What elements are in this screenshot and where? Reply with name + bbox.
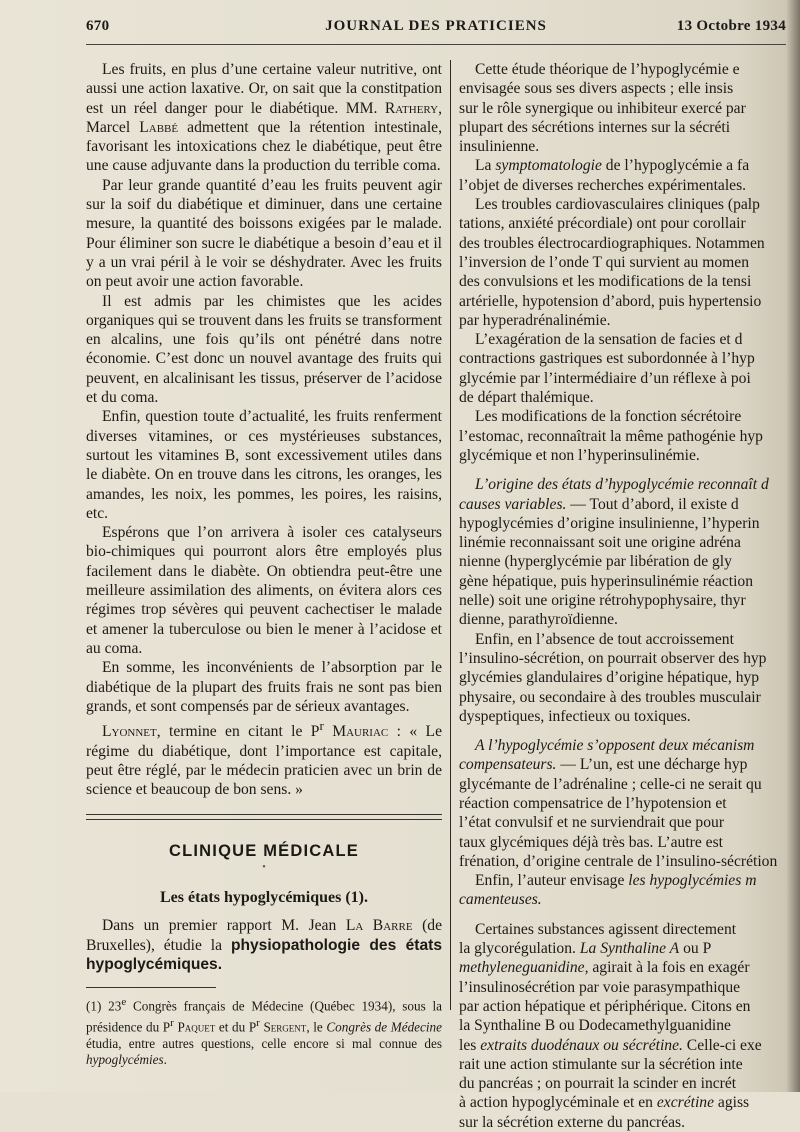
footnote: (1) 23e Congrès français de Médecine (Québec 1934), sous la présidence du $P^r$ Paquet et du $P^r$ Sergent, le Congrès de Médecine étudia, entre autres questions, celle encore si mal connue des hypoglycémies. xyxy=(86,996,443,1067)
footnote-rule xyxy=(86,987,216,988)
right-column-line: à action hypoglycéminale et en excrétine agiss xyxy=(459,1094,750,1112)
page-number: 670 xyxy=(86,18,110,34)
paragraph-gap xyxy=(459,726,789,736)
right-column-line: glycémie par l’intermédiaire d’un réflexe à poi xyxy=(459,369,751,387)
right-column-line: Les modifications de la fonction sécrétoire xyxy=(475,408,742,426)
right-column-line: des troubles électrocardiographiques. Notammen xyxy=(459,234,765,252)
right-column-line: l’objet de diverses recherches expérimentales. xyxy=(459,176,747,194)
right-column-line: l’inversion de l’onde T qui survient au momen xyxy=(459,253,750,271)
right-column-line: contractions gastriques est subordonnée à l’hyp xyxy=(459,350,755,368)
section-double-rule xyxy=(86,814,442,820)
right-column-line: l’insulinosécrétion par voie parasympathique xyxy=(459,978,741,996)
article-title: Les états hypoglycémiques (1). xyxy=(160,889,368,907)
right-column-line: de départ thalémique. xyxy=(459,389,594,407)
paragraph-catalysts: Espérons que l’on arrivera à isoler ces catalyseurs bio-chimiques qui pourront alors être employés plus facilement dans le diabète. On obtiendra peut-être une meilleure assimilation des aliments, on évitera alors ces régimes trop sévères qui peuvent cachectiser le malade et amener la tuberculose ou bien le mener à l’acidose et au coma. xyxy=(86,524,442,657)
right-column-line: Cette étude théorique de l’hypoglycémie e xyxy=(475,61,740,78)
right-column-line: par action hépatique et périphérique. Citons en xyxy=(459,997,751,1015)
right-column-line: causes variables. — Tout d’abord, il existe d xyxy=(459,495,739,513)
issue-date: 13 Octobre 1934 xyxy=(676,18,786,34)
right-column-line: tations, anxiété précordiale) ont pour corollair xyxy=(459,215,746,233)
right-column-line: compensateurs. — L’un, est une décharge hyp xyxy=(459,756,748,774)
journal-title: JOURNAL DES PRATICIENS xyxy=(325,18,547,34)
right-column-line: insulinienne. xyxy=(459,138,540,156)
right-column-line: Certaines substances agissent directement xyxy=(475,920,737,938)
right-column-line: L’origine des états d’hypoglycémie reconnaît d xyxy=(475,476,769,494)
right-column-line: frénation, d’origine centrale de l’insulino-sécrétion xyxy=(459,852,778,870)
right-column-line: methyleneguanidine, agirait à la fois en exagér xyxy=(459,959,750,977)
right-column-line: artérielle, hypotension d’abord, puis hypertensio xyxy=(459,292,762,310)
right-column xyxy=(459,60,789,1132)
right-column-line: glycémante de l’adrénaline ; celle-ci ne serait qu xyxy=(459,775,762,793)
right-column-line: plupart des sécrétions internes sur la sécréti xyxy=(459,118,731,136)
right-column-line: glycémies glandulaires d’origine hépatique, hyp xyxy=(459,669,760,687)
right-column-line: nienne (hyperglycémie par libération de gly xyxy=(459,553,732,571)
right-column-line: taux glycémiques déjà très bas. L’autre est xyxy=(459,833,723,851)
left-column xyxy=(86,60,442,1068)
paragraph-gap xyxy=(459,910,789,920)
right-column-line: Enfin, l’auteur envisage les hypoglycémies m xyxy=(475,872,757,890)
right-column-line: L’exagération de la sensation de facies et d xyxy=(475,331,743,349)
paragraph-summary: En somme, les inconvénients de l’absorption par le diabétique de la plupart des fruits frais ne sont pas bien grands, et sont compensés par de sérieux avantages. xyxy=(86,659,442,715)
right-column-line: l’estomac, reconnaîtrait la même pathogénie hyp xyxy=(459,427,763,445)
right-column-line: par hyperadrénalinémie. xyxy=(459,311,611,329)
right-column-line: dienne, parathyroïdienne. xyxy=(459,611,618,629)
right-column-line: physaire, ou secondaire à des troubles musculair xyxy=(459,688,761,706)
column-divider xyxy=(450,60,451,1010)
paragraph-gap xyxy=(459,465,789,475)
right-column-line: du pancréas ; on pourrait la scinder en incrét xyxy=(459,1075,737,1093)
right-column-line: la glycorégulation. La Synthaline A ou P xyxy=(459,940,712,958)
right-column-line: rait une action stimulante sur la sécrétion inte xyxy=(459,1055,743,1073)
section-title: CLINIQUE MÉDICALE xyxy=(169,842,359,861)
right-column-line: sur le rôle synergique ou inhibiteur exercé par xyxy=(459,99,746,117)
right-column-line: réaction compensatrice de l’hypotension et xyxy=(459,794,727,812)
right-column-line: sur la sécrétion externe du pancréas. xyxy=(459,1113,686,1131)
right-column-line: gène hépatique, puis hyperinsulinémie réaction xyxy=(459,572,754,590)
article-intro: Dans un premier rapport M. Jean La Barre (de Bruxelles), étudie la physiopathologie des états hypoglycémiques. xyxy=(86,917,443,974)
right-column-line: La symptomatologie de l’hypoglycémie a fa xyxy=(475,157,750,175)
right-column-line: nelle) soit une origine rétrohypophysaire, thyr xyxy=(459,592,746,610)
paragraph-quote: Lyonnet, termine en citant le $P^r$ Mauriac : « Le régime du diabétique, dont l’importance est capitale, peut être réglé, par le médecin praticien avec un brin de science et beaucoup de bon sens. » xyxy=(86,718,442,799)
right-column-line: les extraits duodénaux ou sécrétine. Celle-ci exe xyxy=(459,1036,762,1054)
running-header xyxy=(86,18,786,40)
section-ornament: • xyxy=(262,862,266,874)
paragraph-fruits-laxative: Les fruits, en plus d’une certaine valeur nutritive, ont aussi une action laxative. Or, on sait que la constitpation est un réel danger pour le diabétique. MM. Rathery, Marcel Labbé admettent que la rétention intestinale, favorisant les intoxications chez le diabétique, peut être une cause adjuvante dans la production du terrible coma. xyxy=(86,61,443,175)
paragraph-organic-acids: Il est admis par les chimistes que les acides organiques qui se trouvent dans les fruits se transforment en alcalins, une fois qu’ils ont pénétré dans notre économie. C’est donc un nouvel avantage des fruits qui peuvent, en alcalinisant les tissus, préserver de l’acidose et du coma. xyxy=(86,292,442,407)
right-column-line: dyspeptiques, infectieux ou toxiques. xyxy=(459,707,691,725)
right-column-line: l’insulino-sécrétion, on pourrait observer des hyp xyxy=(459,649,767,667)
right-column-line: Enfin, en l’absence de tout accroissement xyxy=(475,630,734,648)
paragraph-fruits-water: Par leur grande quantité d’eau les fruits peuvent agir sur la soif du diabétique et diminuer, dans une certaine mesure, la quantité des boissons exigées par le malade. Pour éliminer son sucre le diabétique a besoin d’eau et il y a un vrai péril à le voir se déshydrater. Avec les fruits on peut avoir une action favorable. xyxy=(86,176,442,291)
right-column-line: camenteuses. xyxy=(459,891,542,909)
right-column-line: glycémique et non l’hyperinsulinémie. xyxy=(459,446,700,464)
right-column-line: A l’hypoglycémie s’opposent deux mécanism xyxy=(475,737,755,755)
paragraph-vitamins: Enfin, question toute d’actualité, les fruits renferment diverses vitamines, or ces mystérieuses substances, surtout les vitamines B, sont excessivement utiles dans le diabète. On en trouve dans les citrons, les oranges, les amandes, les noix, les pommes, les poires, les raisins, etc. xyxy=(86,408,442,522)
right-column-line: Les troubles cardiovasculaires cliniques (palp xyxy=(475,196,760,214)
header-rule xyxy=(86,44,786,45)
right-column-line: la Synthaline B ou Dodecamethylguanidine xyxy=(459,1017,731,1035)
right-column-line: des convulsions et les modifications de la tensi xyxy=(459,273,752,291)
right-column-line: linémie reconnaissant soit une origine adréna xyxy=(459,534,741,552)
right-column-line: hypoglycémies d’origine insulinienne, l’hyperin xyxy=(459,514,760,532)
right-column-line: l’état convulsif et ne surviendrait que pour xyxy=(459,814,725,832)
right-column-line: envisagée sous ses divers aspects ; elle insis xyxy=(459,80,734,98)
